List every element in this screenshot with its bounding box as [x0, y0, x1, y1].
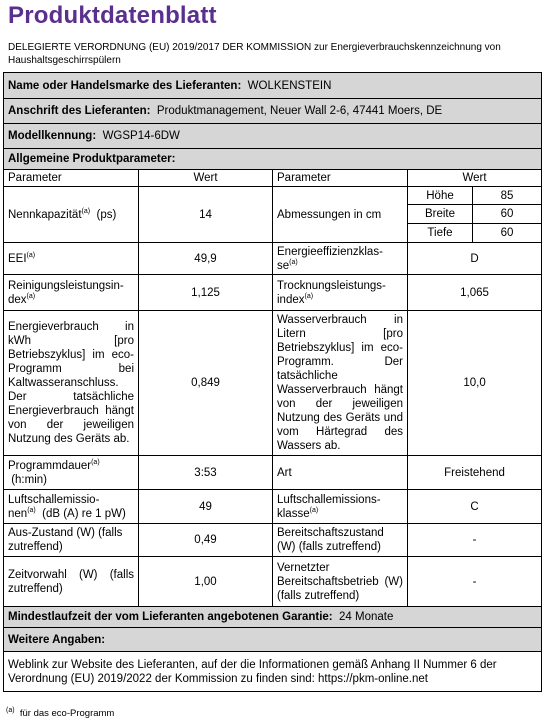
weblink-text: Weblink zur Website des Lieferanten, auf der die Informationen gemäß Anhang II Nummer 6 der Verordnung (EU) 2019/2022 der Kommission zu finden sind: https://pkm-online.net	[4, 652, 542, 692]
networked-standby-label: Vernetzter Bereitschaftsbetrieb (W) (falls zutreffend)	[273, 557, 408, 607]
networked-standby-value: -	[408, 557, 542, 607]
drying-value: 1,065	[408, 275, 542, 311]
warranty-label: Mindestlaufzeit der vom Lieferanten angebotenen Garantie:	[8, 611, 333, 623]
table-row	[4, 311, 542, 456]
footnote-marker: (a)	[6, 706, 15, 714]
further-info-row	[4, 628, 542, 652]
noise-value: 49	[139, 490, 273, 524]
model-row	[4, 124, 542, 149]
standby-value: -	[408, 524, 542, 557]
noise-class-label: Luftschallemissions- klasse$^{(a)}$	[273, 490, 408, 524]
footnote	[6, 708, 114, 719]
table-row	[4, 490, 542, 524]
table-row	[4, 243, 542, 275]
capacity-label: Nennkapazität$^{(a)}$ (ps)	[4, 187, 139, 243]
height-label: Höhe	[408, 187, 473, 205]
warranty-value: 24 Monate	[339, 611, 394, 623]
energy-consumption-value: 0,849	[139, 311, 273, 456]
noise-label: Luftschallemissio- nen$^{(a)}$ (dB (A) re 1 pW)	[4, 490, 139, 524]
col-header-param-2: Parameter	[273, 170, 408, 187]
supplier-address-value: Produktmanagement, Neuer Wall 2-6, 47441 Moers, DE	[156, 105, 443, 117]
drying-label: Trocknungsleistungs- index$^{(a)}$	[273, 275, 408, 311]
width-value: 60	[473, 205, 542, 224]
further-info-heading: Weitere Angaben:	[4, 628, 542, 652]
page-title: Produktdatenblatt	[8, 2, 217, 29]
depth-label: Tiefe	[408, 224, 473, 243]
energy-class-label: Energieeffizienzklas- $se^{(a)}$	[273, 243, 408, 275]
supplier-name-value: WOLKENSTEIN	[247, 79, 332, 92]
type-value: Freistehend	[408, 456, 542, 490]
col-header-param-1: Parameter	[4, 170, 139, 187]
model-label: Modellkennung:	[8, 130, 97, 142]
eei-label: EEI$^{(a)}$	[4, 243, 139, 275]
height-value: 85	[473, 187, 542, 205]
energy-consumption-label: Energieverbrauch in kWh [pro Betriebszyklus] im eco-Programm bei Kaltwasseranschluss. Der tatsächliche Energieverbrauch hängt von der jeweiligen Nutzung des Geräts ab.	[4, 311, 139, 456]
cleaning-label: Reinigungsleistungsin- dex$^{(a)}$	[4, 275, 139, 311]
warranty-row	[4, 607, 542, 628]
dimensions-label: Abmessungen in cm	[273, 187, 408, 243]
regulation-text: DELEGIERTE VERORDNUNG (EU) 2019/2017 DER KOMMISSION zur Energieverbrauchskennzeichnung von Haushaltsgeschirrspülern	[8, 42, 501, 66]
off-mode-label: Aus-Zustand (W) (falls zutreffend)	[4, 524, 139, 557]
model-value: WGSP14-6DW	[102, 130, 180, 142]
duration-label: Programmdauer$^{(a)}$ (h:min)	[4, 456, 139, 490]
table-row	[4, 524, 542, 557]
weblink-row	[4, 652, 542, 692]
general-params-row	[4, 149, 542, 170]
capacity-value: 14	[139, 187, 273, 243]
delay-label: Zeitvorwahl (W) (falls zutreffend)	[4, 557, 139, 607]
eei-value: 49,9	[139, 243, 273, 275]
water-consumption-value: 10,0	[408, 311, 542, 456]
column-header-row	[4, 170, 542, 187]
supplier-address-label: Anschrift des Lieferanten:	[8, 105, 151, 117]
delay-value: 1,00	[139, 557, 273, 607]
depth-value: 60	[473, 224, 542, 243]
supplier-name-row	[4, 73, 542, 99]
cleaning-value: 1,125	[139, 275, 273, 311]
table-row	[4, 275, 542, 311]
supplier-name-label: Name oder Handelsmarke des Lieferanten:	[8, 79, 242, 92]
standby-label: Bereitschaftszustand (W) (falls zutreffend)	[273, 524, 408, 557]
table-row	[4, 557, 542, 607]
water-consumption-label: Wasserverbrauch in Litern [pro Betriebszyklus] im eco-Programm. Der tatsächliche Wasserverbrauch hängt von der jeweiligen Nutzung des Geräts und vom Härtegrad des Wassers ab.	[273, 311, 408, 456]
energy-class-value: D	[408, 243, 542, 275]
type-label: Art	[273, 456, 408, 490]
general-params-heading: Allgemeine Produktparameter:	[4, 149, 542, 170]
duration-value: 3:53	[139, 456, 273, 490]
supplier-address-row	[4, 99, 542, 124]
footnote-text: für das eco-Programm	[19, 708, 115, 719]
table-row	[4, 456, 542, 490]
product-datasheet-table	[3, 72, 542, 692]
col-header-value-2: Wert	[408, 170, 542, 187]
off-mode-value: 0,49	[139, 524, 273, 557]
width-label: Breite	[408, 205, 473, 224]
table-row	[4, 187, 542, 205]
col-header-value-1: Wert	[139, 170, 273, 187]
noise-class-value: C	[408, 490, 542, 524]
